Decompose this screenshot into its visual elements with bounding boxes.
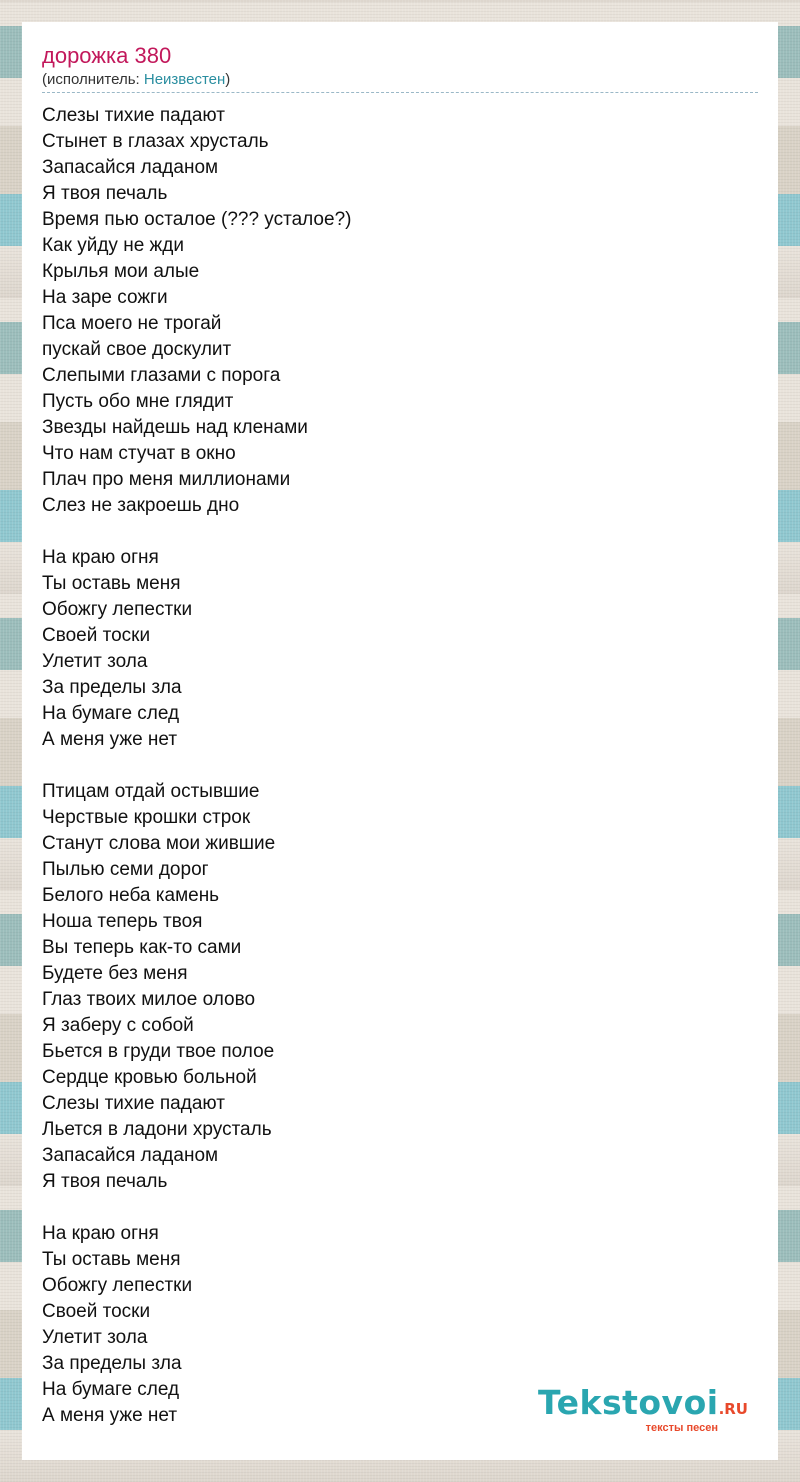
artist-prefix: (исполнитель: xyxy=(42,71,144,88)
lyric-line: Что нам стучат в окно xyxy=(42,443,236,464)
artist-line xyxy=(42,70,758,93)
lyric-line: Я заберу с собой xyxy=(42,1015,194,1036)
lyric-line: Пса моего не трогай xyxy=(42,313,222,334)
site-logo[interactable] xyxy=(538,1383,748,1434)
stanza-break xyxy=(42,753,758,779)
lyric-line: Обожгу лепестки xyxy=(42,599,193,620)
lyric-line: За пределы зла xyxy=(42,677,182,698)
lyric-line: Льется в ладони хрусталь xyxy=(42,1119,272,1140)
lyric-line: Слепыми глазами с порога xyxy=(42,365,281,386)
lyric-line: Ты оставь меня xyxy=(42,573,181,594)
logo-tld: .RU xyxy=(718,1400,748,1418)
lyrics-body xyxy=(42,103,758,1429)
lyric-line: Будете без меня xyxy=(42,963,188,984)
lyric-line: За пределы зла xyxy=(42,1353,182,1374)
lyric-line: Станут слова мои жившие xyxy=(42,833,276,854)
lyric-line: Запасайся ладаном xyxy=(42,157,219,178)
lyric-line: А меня уже нет xyxy=(42,1405,178,1426)
lyric-line: Как уйду не жди xyxy=(42,235,184,256)
lyrics-card xyxy=(22,22,778,1460)
lyric-line: Птицам отдай остывшие xyxy=(42,781,260,802)
lyric-line: Запасайся ладаном xyxy=(42,1145,219,1166)
lyric-line: Бьется в груди твое полое xyxy=(42,1041,275,1062)
logo-tagline: тексты песен xyxy=(645,1422,718,1434)
lyric-line: Глаз твоих милое олово xyxy=(42,989,256,1010)
lyric-line: На заре сожги xyxy=(42,287,168,308)
lyric-line: Я твоя печаль xyxy=(42,183,168,204)
stanza-break xyxy=(42,519,758,545)
lyric-line: Пусть обо мне глядит xyxy=(42,391,234,412)
lyric-line: Звезды найдешь над кленами xyxy=(42,417,308,438)
song-title: дорожка 380 xyxy=(42,43,172,68)
lyric-line: Слез не закроешь дно xyxy=(42,495,240,516)
lyric-line: Улетит зола xyxy=(42,1327,148,1348)
lyric-line: На бумаге след xyxy=(42,1379,180,1400)
lyric-line: На бумаге след xyxy=(42,703,180,724)
lyric-line: Я твоя печаль xyxy=(42,1171,168,1192)
lyric-line: Ты оставь меня xyxy=(42,1249,181,1270)
logo-brand xyxy=(538,1383,748,1426)
stanza-break xyxy=(42,1195,758,1221)
lyric-line: А меня уже нет xyxy=(42,729,178,750)
lyric-line: Крылья мои алые xyxy=(42,261,200,282)
artist-link[interactable]: Неизвестен xyxy=(143,71,226,88)
lyric-line: Своей тоски xyxy=(42,625,151,646)
lyric-line: Обожгу лепестки xyxy=(42,1275,193,1296)
lyric-line: Улетит зола xyxy=(42,651,148,672)
lyric-line: Слезы тихие падают xyxy=(42,1093,225,1114)
lyric-line: Стынет в глазах хрусталь xyxy=(42,131,269,152)
lyric-line: На краю огня xyxy=(42,547,159,568)
lyric-line: Своей тоски xyxy=(42,1301,151,1322)
lyric-line: Ноша теперь твоя xyxy=(42,911,203,932)
lyric-line: Вы теперь как-то сами xyxy=(42,937,242,958)
lyric-line: Сердце кровью больной xyxy=(42,1067,257,1088)
lyric-line: Пылью семи дорог xyxy=(42,859,209,880)
lyric-line: Слезы тихие падают xyxy=(42,105,225,126)
lyric-line: пускай свое доскулит xyxy=(42,339,232,360)
lyric-line: На краю огня xyxy=(42,1223,159,1244)
logo-brand-text: Tekstovoi xyxy=(538,1383,719,1422)
lyric-line: Время пью осталое (??? усталое?) xyxy=(42,209,352,230)
lyric-line: Плач про меня миллионами xyxy=(42,469,291,490)
artist-suffix: ) xyxy=(225,71,231,88)
lyric-line: Белого неба камень xyxy=(42,885,220,906)
lyric-line: Черствые крошки строк xyxy=(42,807,251,828)
